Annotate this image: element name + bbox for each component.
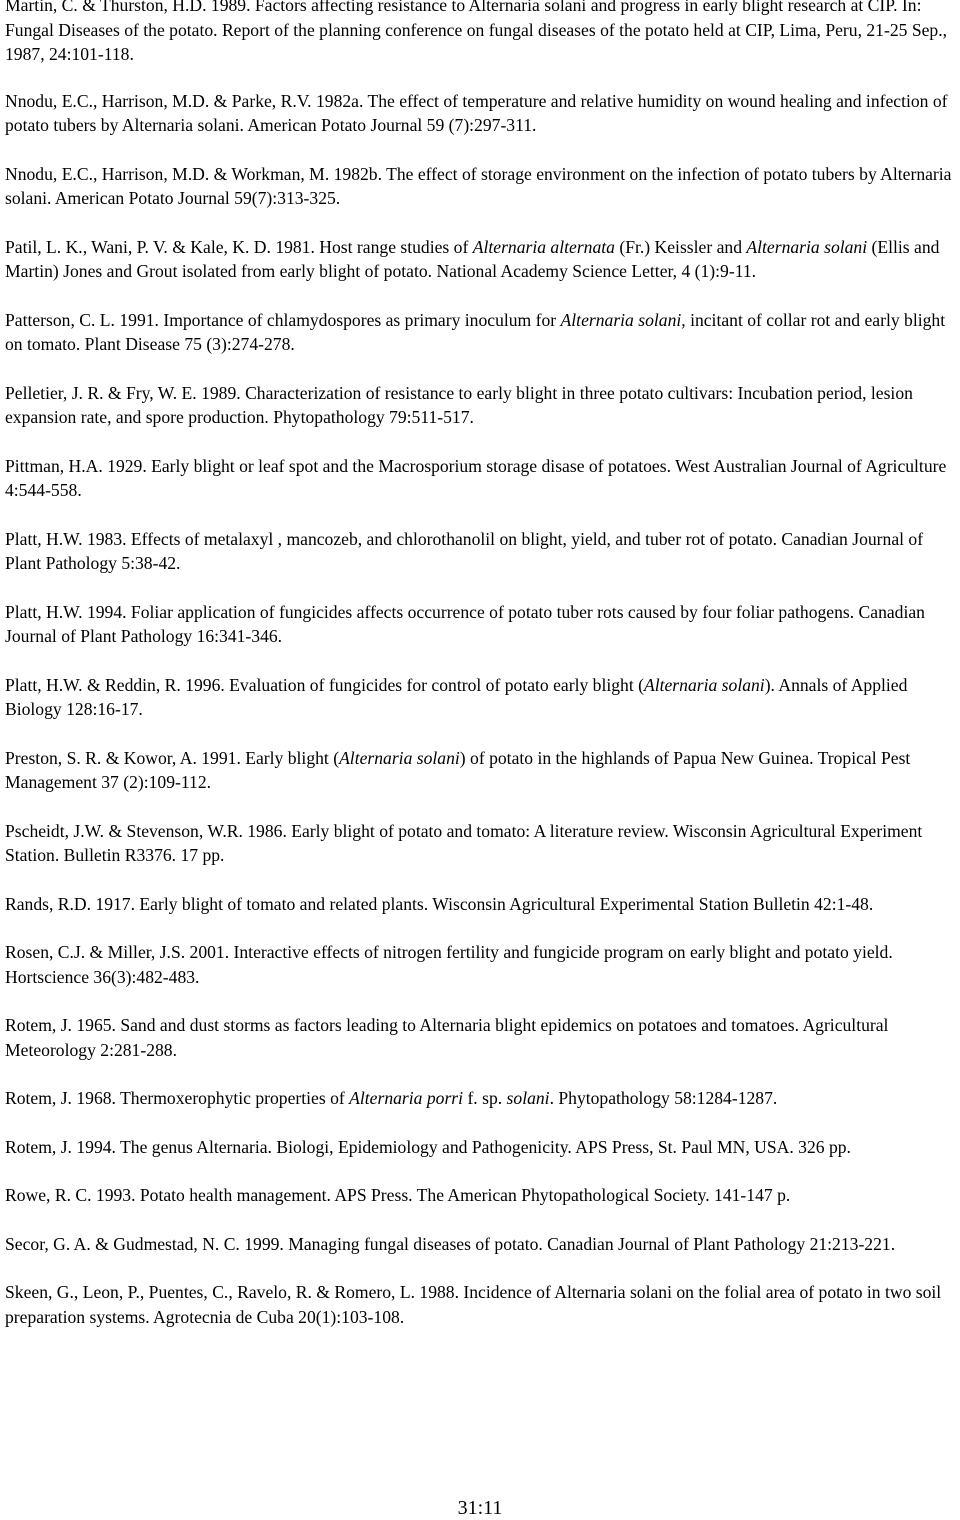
reference-entry bbox=[5, 1013, 955, 1062]
reference-text: Platt, H.W. 1994. Foliar application of fungicides affects occurrence of potato tuber rots caused by four foliar pathogens. Canadian Journal of Plant Pathology 16:341-346. bbox=[5, 601, 925, 646]
reference-italic-text: Alternaria alternata bbox=[472, 236, 615, 257]
reference-entry bbox=[5, 600, 955, 649]
reference-entry bbox=[5, 1086, 955, 1111]
reference-text: (Fr.) Keissler and bbox=[614, 236, 747, 257]
reference-entry bbox=[5, 1135, 955, 1160]
reference-text: , incitant of collar rot and early blight on tomato. Plant Disease 75 (3):274-278. bbox=[5, 309, 946, 354]
reference-entry bbox=[5, 381, 955, 430]
reference-text: Platt, H.W. & Reddin, R. 1996. Evaluation of fungicides for control of potato early blight ( bbox=[5, 674, 644, 695]
reference-text: Patil, L. K., Wani, P. V. & Kale, K. D. 1981. Host range studies of bbox=[5, 236, 473, 257]
reference-text: Nnodu, E.C., Harrison, M.D. & Workman, M. 1982b. The effect of storage environment on the infection of potato tubers by Alternaria solani. American Potato Journal 59(7):313-325. bbox=[5, 163, 952, 208]
page-number: 31:11 bbox=[457, 1497, 503, 1519]
reference-entry bbox=[5, 1232, 955, 1257]
reference-text: Pelletier, J. R. & Fry, W. E. 1989. Characterization of resistance to early blight in three potato cultivars: Incubation period, lesion expansion rate, and spore production. Phytopathology 79:511-517. bbox=[5, 382, 913, 427]
reference-entry bbox=[5, 454, 955, 503]
reference-list bbox=[5, 0, 955, 1353]
reference-text: Rotem, J. 1994. The genus Alternaria. Biologi, Epidemiology and Pathogenicity. APS Press, St. Paul MN, USA. 326 pp. bbox=[5, 1136, 851, 1157]
reference-text: Skeen, G., Leon, P., Puentes, C., Ravelo, R. & Romero, L. 1988. Incidence of Alternaria solani on the folial area of potato in two soil preparation systems. Agrotecnia de Cuba 20(1):103-108. bbox=[5, 1282, 942, 1327]
reference-italic-text: Alternaria porri bbox=[349, 1088, 464, 1108]
reference-italic-text: Alternaria solani bbox=[560, 309, 682, 330]
reference-entry bbox=[5, 746, 955, 795]
reference-text: Nnodu, E.C., Harrison, M.D. & Parke, R.V. 1982a. The effect of temperature and relative humidity on wound healing and infection of potato tubers by Alternaria solani. American Potato Journal 59 (7):297-311. bbox=[5, 90, 948, 135]
reference-text: Rotem, J. 1968. Thermoxerophytic properties of bbox=[5, 1088, 350, 1108]
reference-entry bbox=[5, 89, 955, 138]
reference-text: Rands, R.D. 1917. Early blight of tomato and related plants. Wisconsin Agricultural Experimental Station Bulletin 42:1-48. bbox=[5, 893, 874, 914]
reference-text: Pscheidt, J.W. & Stevenson, W.R. 1986. Early blight of potato and tomato: A literature review. Wisconsin Agricultural Experiment Station. Bulletin R3376. 17 pp. bbox=[5, 820, 923, 865]
reference-italic-text: Alternaria solani bbox=[643, 674, 765, 695]
reference-italic-text: solani bbox=[506, 1088, 550, 1108]
reference-text: Rowe, R. C. 1993. Potato health management. APS Press. The American Phytopathological Society. 141-147 p. bbox=[5, 1185, 791, 1205]
reference-entry bbox=[5, 308, 955, 357]
reference-text: . Phytopathology 58:1284-1287. bbox=[549, 1088, 778, 1108]
reference-italic-text: Alternaria solani bbox=[746, 236, 868, 257]
reference-text: ) of potato in the highlands of Papua New Guinea. Tropical Pest Management 37 (2):109-112. bbox=[5, 747, 911, 792]
reference-text: Platt, H.W. 1983. Effects of metalaxyl , mancozeb, and chlorothanolil on blight, yield, and tuber rot of potato. Canadian Journal of Plant Pathology 5:38-42. bbox=[5, 528, 924, 573]
reference-italic-text: Alternaria solani bbox=[339, 747, 460, 768]
reference-entry bbox=[5, 819, 955, 868]
reference-text: Rosen, C.J. & Miller, J.S. 2001. Interactive effects of nitrogen fertility and fungicide program on early blight and potato yield. Hortscience 36(3):482-483. bbox=[5, 942, 893, 987]
reference-text: (Ellis and Martin) Jones and Grout isolated from early blight of potato. National Academy Science Letter, 4 (1):9-11. bbox=[5, 236, 940, 281]
reference-entry bbox=[5, 527, 955, 576]
reference-text: ). Annals of Applied Biology 128:16-17. bbox=[5, 674, 908, 719]
reference-text: Martin, C. & Thurston, H.D. 1989. Factors affecting resistance to Alternaria solani and progress in early blight research at CIP. In: Fungal Diseases of the potato. Report of the planning conference on fungal diseases of the potato held at CIP, Lima, Peru, 21-25 Sep., 1987, 24:101-118. bbox=[5, 0, 948, 64]
reference-entry bbox=[5, 235, 955, 284]
reference-text: Rotem, J. 1965. Sand and dust storms as factors leading to Alternaria blight epidemics on potatoes and tomatoes. Agricultural Meteorology 2:281-288. bbox=[5, 1015, 889, 1060]
reference-text: Secor, G. A. & Gudmestad, N. C. 1999. Managing fungal diseases of potato. Canadian Journal of Plant Pathology 21:213-221. bbox=[5, 1233, 896, 1254]
reference-entry bbox=[5, 892, 955, 917]
reference-entry bbox=[5, 940, 955, 989]
reference-entry bbox=[5, 0, 955, 67]
reference-entry bbox=[5, 162, 955, 211]
reference-entry bbox=[5, 1280, 955, 1329]
reference-entry bbox=[5, 673, 955, 722]
reference-text: Pittman, H.A. 1929. Early blight or leaf spot and the Macrosporium storage disase of potatoes. West Australian Journal of Agriculture 4:544-558. bbox=[5, 455, 947, 500]
reference-text: f. sp. bbox=[463, 1088, 507, 1108]
reference-text: Preston, S. R. & Kowor, A. 1991. Early blight ( bbox=[5, 747, 340, 768]
reference-entry bbox=[5, 1183, 955, 1208]
reference-text: Patterson, C. L. 1991. Importance of chlamydospores as primary inoculum for bbox=[5, 309, 561, 330]
